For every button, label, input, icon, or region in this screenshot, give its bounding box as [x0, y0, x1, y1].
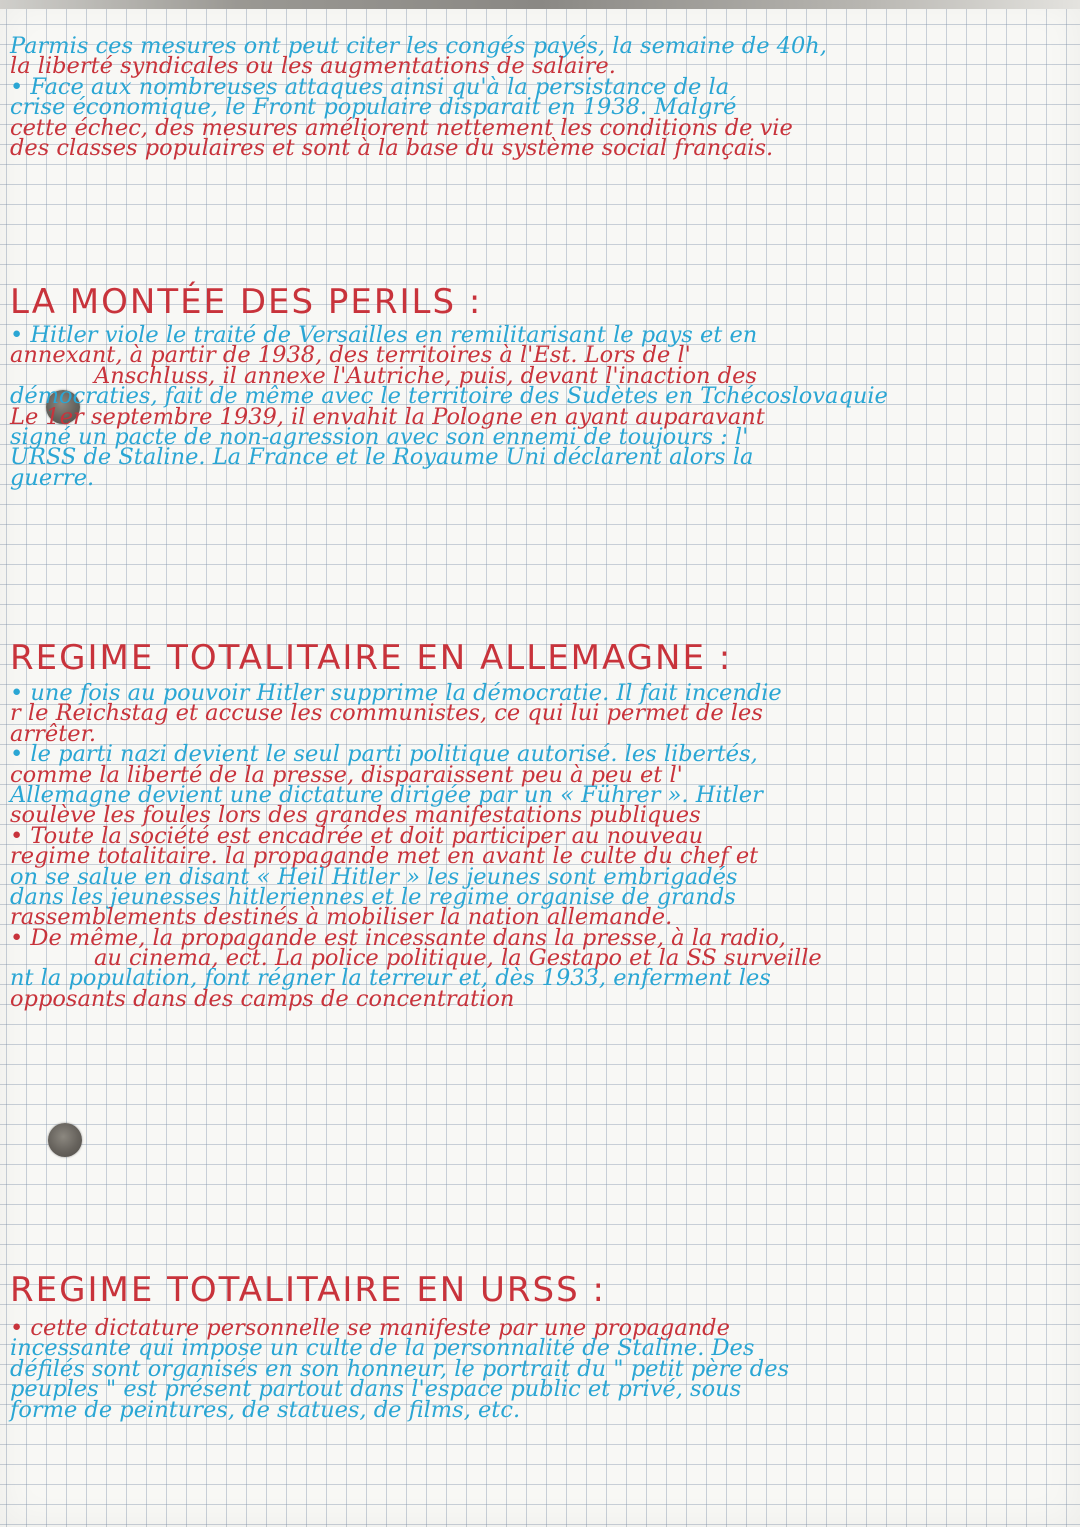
text-line: • Face aux nombreuses attaques ainsi qu'à la persistance de la [10, 73, 730, 100]
page-top-edge [0, 0, 1080, 9]
text-line: Parmis ces mesures ont peut citer les congés payés, la semaine de 40h, [10, 33, 827, 59]
text-line: r le Reichstag et accuse les communistes, ce qui lui permet de les [10, 700, 763, 727]
text-line: • De même, la propagande est incessante dans la presse, à la radio, [10, 924, 786, 951]
text-line: on se salue en disant « Heil Hitler » les jeunes sont embrigadés [10, 863, 738, 890]
intro-paragraph [10, 33, 1068, 161]
text-line: Allemagne devient une dictature dirigée par un « Führer ». Hitler [10, 781, 763, 808]
text-line: crise économique, le Front populaire disparait en 1938. Malgré [10, 94, 737, 121]
text-line: rassemblements destinés à mobiliser la nation allemande. [10, 904, 673, 931]
section-heading-urss: REGIME TOTALITAIRE EN URSS : [10, 1270, 606, 1310]
text-line: • une fois au pouvoir Hitler supprime la démocratie. Il fait incendie [10, 680, 782, 706]
text-line: incessante qui impose un culte de la personnalité de Staline. Des [10, 1335, 755, 1362]
text-line: arrêter. [10, 720, 97, 747]
text-line: • le parti nazi devient le seul parti politique autorisé. les libertés, [10, 741, 758, 768]
text-line: guerre. [10, 464, 95, 491]
text-line: soulève les foules lors des grandes manifestations publiques [10, 802, 701, 829]
text-line: • Toute la société est encadrée et doit participer au nouveau [10, 822, 704, 849]
text-line: Le 1er septembre 1939, il envahit la Pologne en ayant auparavant [10, 403, 765, 430]
section-heading-allemagne: REGIME TOTALITAIRE EN ALLEMAGNE : [10, 638, 733, 678]
text-line: nt la population, font régner la terreur et, dès 1933, enferment les [10, 965, 771, 992]
perils-paragraph [10, 322, 1068, 491]
text-line: URSS de Staline. La France et le Royaume Uni déclarent alors la [10, 444, 754, 471]
text-line: la liberté syndicales ou les augmentations de salaire. [10, 53, 616, 80]
binder-hole-bottom [48, 1123, 82, 1157]
text-line: cette échec, des mesures améliorent nettement les conditions de vie [10, 114, 793, 141]
urss-paragraph [10, 1315, 1068, 1423]
text-line: • cette dictature personnelle se manifeste par une propagande [10, 1315, 730, 1341]
text-line: des classes populaires et sont à la base du système social français. [10, 134, 774, 161]
text-line: Anschluss, il annexe l'Autriche, puis, devant l'inaction des [94, 362, 757, 389]
text-line: au cinema, ect. La police politique, la Gestapo et la SS surveille [94, 945, 822, 972]
text-line: défilés sont organisés en son honneur, le portrait du " petit père des [10, 1355, 790, 1382]
text-line: forme de peintures, de statues, de films, etc. [10, 1396, 521, 1423]
allemagne-paragraph [10, 680, 1068, 1012]
text-line: peuples " est présent partout dans l'espace public et privé, sous [10, 1376, 742, 1403]
text-line: comme la liberté de la presse, disparaissent peu à peu et l' [10, 761, 683, 788]
text-line: signé un pacte de non-agression avec son ennemi de toujours : l' [10, 423, 749, 450]
text-line: opposants dans des camps de concentration [10, 985, 515, 1012]
section-heading-perils: LA MONTÉE DES PERILS : [10, 282, 483, 322]
text-line: démocraties, fait de même avec le territoire des Sudètes en Tchécoslovaquie [10, 383, 888, 410]
text-line: regime totalitaire. la propagande met en avant le culte du chef et [10, 843, 759, 870]
text-line: annexant, à partir de 1938, des territoires à l'Est. Lors de l' [10, 342, 691, 369]
text-line: dans les jeunesses hitleriennes et le regime organise de grands [10, 883, 736, 910]
text-line: • Hitler viole le traité de Versailles en remilitarisant le pays et en [10, 322, 758, 348]
